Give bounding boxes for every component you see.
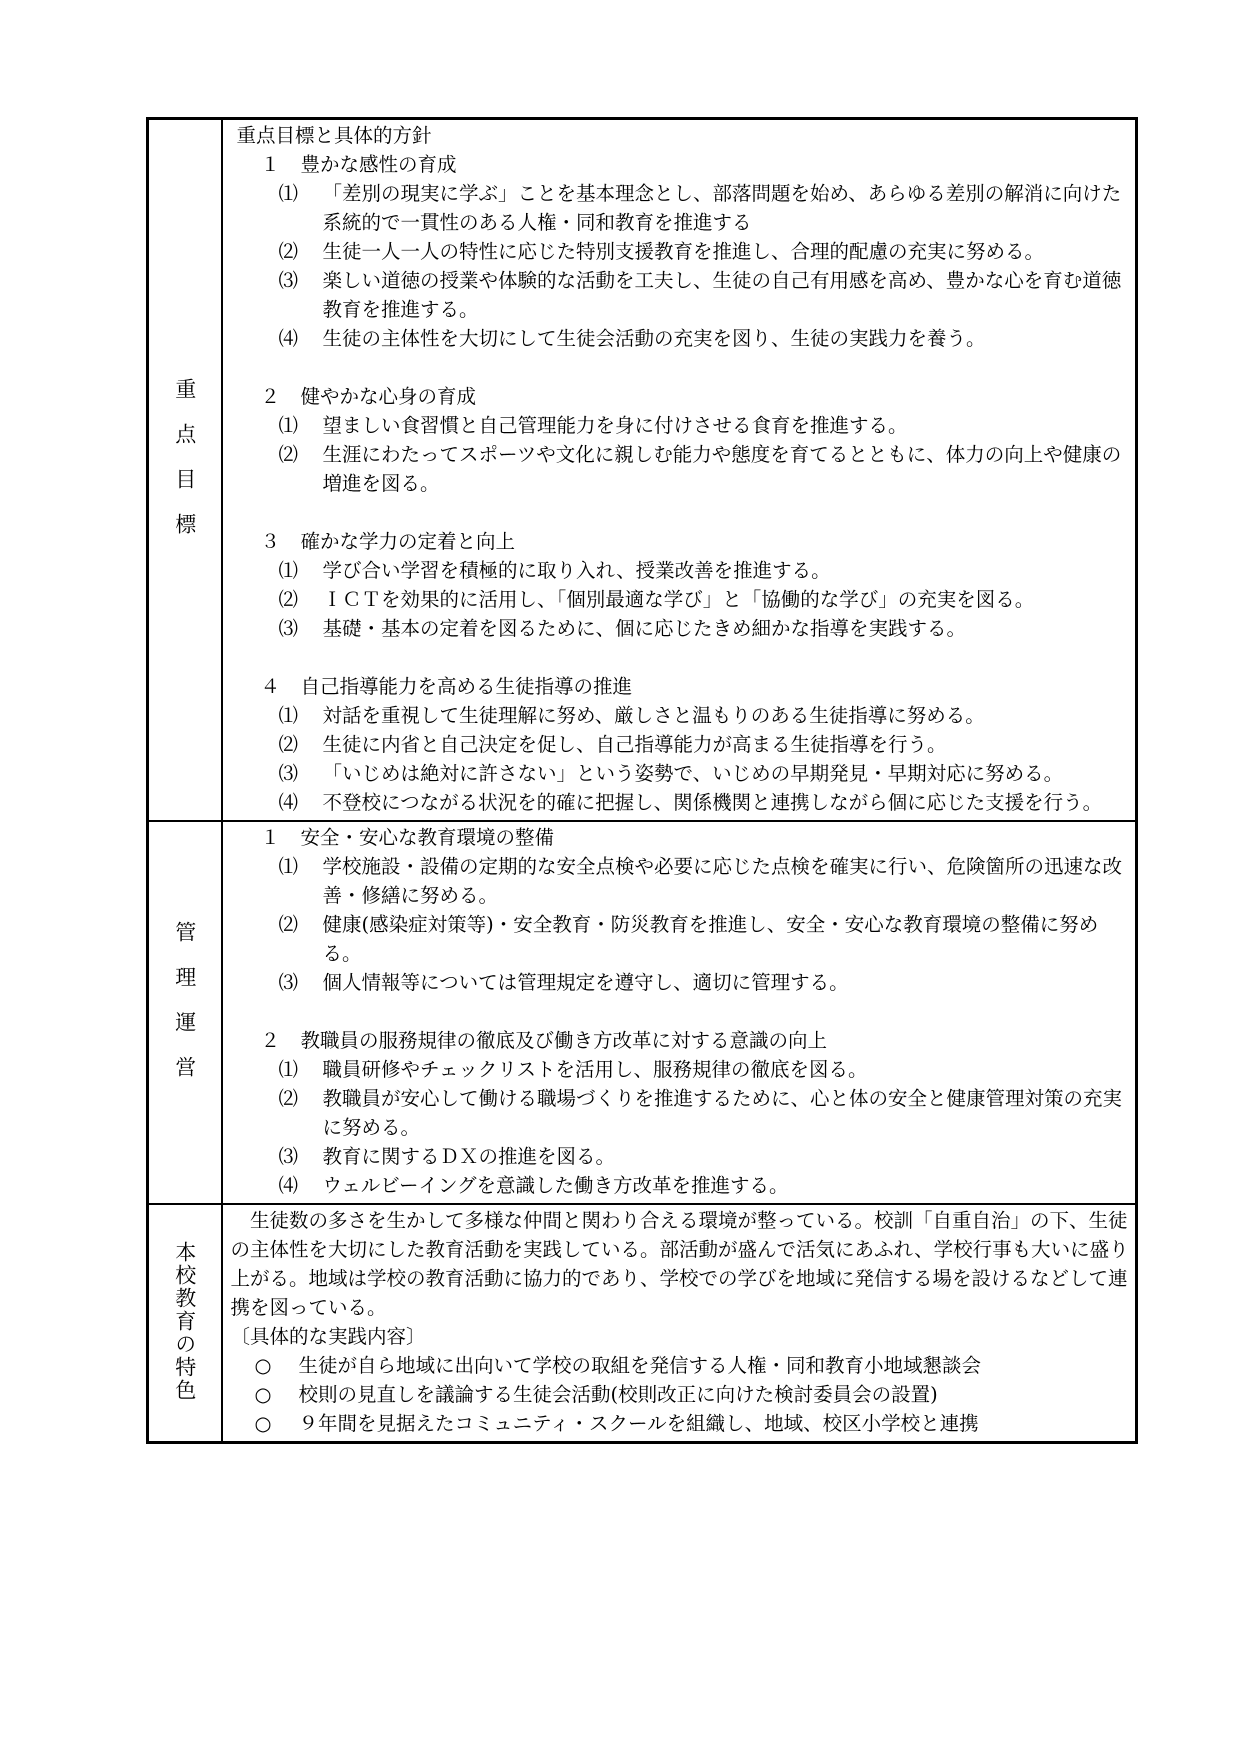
item-text: 望ましい食習慣と自己管理能力を身に付けさせる食育を推進する。 <box>322 414 908 437</box>
item-text: 生徒の主体性を大切にして生徒会活動の充実を図り、生徒の実践力を養う。 <box>322 327 986 350</box>
item-text: 生涯にわたってスポーツや文化に親しむ能力や態度を育てるとともに、体力の向上や健康の増進を図る。 <box>322 443 1122 495</box>
policy-item <box>231 585 1130 614</box>
item-number: ⑵ <box>278 588 299 611</box>
section-spacer <box>231 498 1130 527</box>
policy-item <box>231 968 1130 997</box>
row-school-features <box>148 1204 1137 1443</box>
practice-item <box>231 1380 1130 1409</box>
section-title: 確かな学力の定着と向上 <box>300 530 516 553</box>
policy-item <box>231 614 1130 643</box>
section-title: 豊かな感性の育成 <box>300 153 457 176</box>
item-number: ⑶ <box>278 617 299 640</box>
bullet-circle-icon: ○ <box>254 1412 272 1435</box>
item-text: 「いじめは絶対に許さない」という姿勢で、いじめの早期発見・早期対応に努める。 <box>322 762 1064 785</box>
policy-item <box>231 910 1130 968</box>
item-text: 個人情報等については管理規定を遵守し、適切に管理する。 <box>322 971 849 994</box>
item-text: 教職員が安心して働ける職場づくりを推進するために、心と体の安全と健康管理対策の充実に努める。 <box>322 1087 1123 1139</box>
section-heading <box>231 382 1130 411</box>
policy-item <box>231 556 1130 585</box>
policy-item <box>231 788 1130 817</box>
practice-bullets <box>231 1351 1130 1438</box>
management-sections <box>231 823 1130 1200</box>
item-number: ⑶ <box>278 269 299 292</box>
policy-item <box>231 440 1130 498</box>
section-heading <box>231 150 1130 179</box>
item-number: ⑴ <box>278 559 299 582</box>
item-number: ⑶ <box>278 762 299 785</box>
item-text: 「差別の現実に学ぶ」ことを基本理念とし、部落問題を始め、あらゆる差別の解消に向けた系統的で一貫性のある人権・同和教育を推進する <box>322 182 1122 234</box>
item-text: 学び合い学習を積極的に取り入れ、授業改善を推進する。 <box>322 559 831 582</box>
item-number: ⑵ <box>278 1087 299 1110</box>
item-text: ウェルビーイングを意識した働き方改革を推進する。 <box>322 1174 789 1197</box>
item-text: 楽しい道徳の授業や体験的な活動を工夫し、生徒の自己有用感を高め、豊かな心を育む道徳教育を推進する。 <box>322 269 1122 321</box>
section-spacer <box>231 997 1130 1026</box>
practice-item <box>231 1409 1130 1438</box>
section-title: 健やかな心身の育成 <box>300 385 477 408</box>
item-number: ⑴ <box>278 182 299 205</box>
section-number: １ <box>260 826 281 849</box>
section-heading <box>231 527 1130 556</box>
item-number: ⑵ <box>278 913 299 936</box>
practice-text: 生徒が自ら地域に出向いて学校の取組を発信する人権・同和教育小地域懇談会 <box>298 1354 982 1377</box>
item-text: 職員研修やチェックリストを活用し、服務規律の徹底を図る。 <box>322 1058 868 1081</box>
item-number: ⑵ <box>278 443 299 466</box>
bullet-circle-icon: ○ <box>254 1354 272 1377</box>
priority-goals-heading: 重点目標と具体的方針 <box>236 124 432 147</box>
practice-text: ９年間を見据えたコミュニティ・スクールを組織し、地域、校区小学校と連携 <box>298 1412 979 1435</box>
item-text: 教育に関するＤＸの推進を図る。 <box>322 1145 616 1168</box>
policy-item <box>231 1171 1130 1200</box>
content-management <box>222 821 1137 1204</box>
item-text: 生徒に内省と自己決定を促し、自己指導能力が高まる生徒指導を行う。 <box>322 733 947 756</box>
policy-item <box>231 701 1130 730</box>
section-number: １ <box>260 153 281 176</box>
row-management <box>148 821 1137 1204</box>
policy-item <box>231 237 1130 266</box>
label-school-features: 本校教育の特色 <box>172 1240 197 1402</box>
item-number: ⑷ <box>278 327 299 350</box>
policy-item <box>231 852 1130 910</box>
item-text: 対話を重視して生徒理解に努め、厳しさと温もりのある生徒指導に努める。 <box>322 704 985 727</box>
policy-item <box>231 179 1130 237</box>
label-cell-priority-goals <box>148 119 222 822</box>
policy-item <box>231 1084 1130 1142</box>
item-number: ⑴ <box>278 855 299 878</box>
section-number: ４ <box>260 675 281 698</box>
row-priority-goals <box>148 119 1137 822</box>
section-number: ２ <box>260 385 281 408</box>
item-text: 基礎・基本の定着を図るために、個に応じたきめ細かな指導を実践する。 <box>322 617 967 640</box>
label-cell-management <box>148 821 222 1204</box>
item-number: ⑴ <box>278 414 299 437</box>
content-priority-goals <box>222 119 1137 822</box>
section-number: ２ <box>260 1029 281 1052</box>
item-text: 学校施設・設備の定期的な安全点検や必要に応じた点検を確実に行い、危険箇所の迅速な改善・修繕に努める。 <box>322 855 1123 907</box>
item-number: ⑷ <box>278 1174 299 1197</box>
section-heading <box>231 672 1130 701</box>
section-title: 自己指導能力を高める生徒指導の推進 <box>300 675 633 698</box>
item-number: ⑵ <box>278 240 299 263</box>
item-text: 生徒一人一人の特性に応じた特別支援教育を推進し、合理的配慮の充実に努める。 <box>322 240 1045 263</box>
policy-item <box>231 1055 1130 1084</box>
item-text: ＩＣＴを効果的に活用し、「個別最適な学び」と「協働的な学び」の充実を図る。 <box>322 588 1035 611</box>
policy-item <box>231 411 1130 440</box>
section-heading <box>231 823 1130 852</box>
item-text: 健康(感染症対策等)・安全教育・防災教育を推進し、安全・安心な教育環境の整備に努める。 <box>322 913 1099 965</box>
policy-item <box>231 324 1130 353</box>
practice-heading: 〔具体的な実践内容〕 <box>230 1325 426 1348</box>
label-management: 管理運営 <box>172 920 197 1101</box>
school-features-paragraph: 生徒数の多さを生かして多様な仲間と関わり合える環境が整っている。校訓「自重自治」の下、生徒の主体性を大切にした教育活動を実践している。部活動が盛んで活気にあふれ、学校行事も大いに盛り上がる。地域は学校の教育活動に協力的であり、学校での学びを地域に発信する場を設けるなどして連携を図っている。 <box>230 1209 1129 1319</box>
item-number: ⑴ <box>278 704 299 727</box>
policy-table <box>146 117 1138 1444</box>
label-cell-school-features <box>148 1204 222 1443</box>
practice-text: 校則の見直しを議論する生徒会活動(校則改正に向けた検討委員会の設置) <box>298 1383 938 1406</box>
item-number: ⑷ <box>278 791 299 814</box>
label-priority-goals: 重点目標 <box>172 378 197 558</box>
policy-item <box>231 759 1130 788</box>
section-spacer <box>231 643 1130 672</box>
item-text: 不登校につながる状況を的確に把握し、関係機関と連携しながら個に応じた支援を行う。 <box>322 791 1103 814</box>
policy-item <box>231 730 1130 759</box>
item-number: ⑶ <box>278 1145 299 1168</box>
policy-item <box>231 266 1130 324</box>
bullet-circle-icon: ○ <box>254 1383 272 1406</box>
content-school-features <box>222 1204 1137 1443</box>
policy-item <box>231 1142 1130 1171</box>
item-number: ⑶ <box>278 971 299 994</box>
practice-item <box>231 1351 1130 1380</box>
item-number: ⑵ <box>278 733 299 756</box>
section-spacer <box>231 353 1130 382</box>
priority-goals-sections <box>231 150 1130 817</box>
section-title: 安全・安心な教育環境の整備 <box>300 826 555 849</box>
section-heading <box>231 1026 1130 1055</box>
section-title: 教職員の服務規律の徹底及び働き方改革に対する意識の向上 <box>300 1029 828 1052</box>
item-number: ⑴ <box>278 1058 299 1081</box>
section-number: ３ <box>260 530 281 553</box>
